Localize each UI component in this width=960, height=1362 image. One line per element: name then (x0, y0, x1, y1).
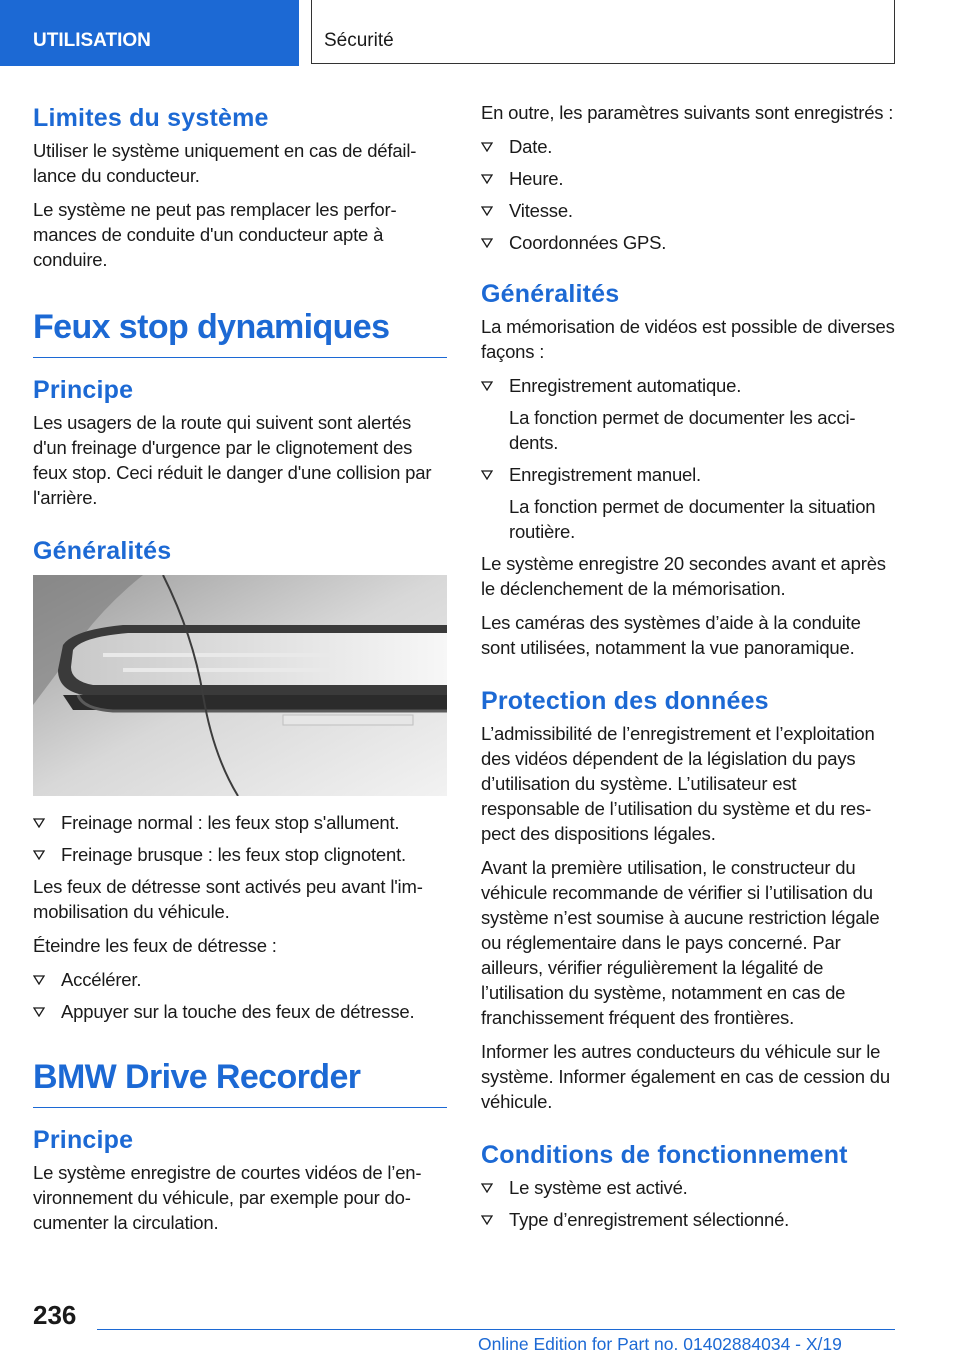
limits-heading: Limites du système (33, 104, 269, 132)
list-item: Appuyer sur la touche des feux de détresse. (33, 999, 447, 1024)
triangle-bullet-icon (33, 999, 47, 1024)
list-item: Freinage brusque : les feux stop clignotent. (33, 842, 447, 867)
turnoff-list (33, 967, 447, 1024)
list-item: Type d’enregistrement sélectionné. (481, 1207, 897, 1232)
tail-light-photo (33, 575, 447, 796)
conditions-list (481, 1175, 897, 1232)
params-list (481, 134, 897, 255)
drive-recorder-heading: BMW Drive Recorder (33, 1055, 447, 1108)
limits-paragraph-2: Le système ne peut pas remplacer les performances de conduite d'un conducteur apte à conduire. (33, 199, 397, 270)
recorder-principe-heading: Principe (33, 1126, 134, 1154)
triangle-bullet-icon (481, 373, 495, 398)
generalites-heading: Généralités (33, 537, 172, 565)
right-generalites-heading: Généralités (481, 280, 620, 308)
list-item: Le système est activé. (481, 1175, 897, 1200)
page-number: 236 (33, 1300, 77, 1330)
list-item: Freinage normal : les feux stop s'allument. (33, 810, 447, 835)
brake-list (33, 810, 447, 867)
list-item: Date. (481, 134, 897, 159)
privacy-paragraph-2: Avant la première utilisation, le constructeur du véhicule recommande de vérifier si l’utilisation du système n’est soumise à aucune restriction légale ou réglementaire dans le pays concerné. Par ailleurs, vérifier régulièrement la légalité de l’utilisation du système, notamment en cas de franchissement fréquent des frontières. (481, 857, 880, 1028)
triangle-bullet-icon (33, 842, 47, 867)
triangle-bullet-icon (481, 1175, 495, 1200)
triangle-bullet-icon (33, 810, 47, 835)
limits-paragraph-1: Utiliser le système uniquement en cas de défaillance du conducteur. (33, 140, 417, 186)
right-column (481, 100, 897, 1239)
triangle-bullet-icon (481, 462, 495, 487)
section-tab (0, 0, 299, 66)
right-generalites-paragraph: La mémorisation de vidéos est possible de diverses façons : (481, 316, 895, 362)
modes-list (481, 373, 897, 544)
edition-footer: Online Edition for Part no. 01402884034 - X/19 (478, 1334, 842, 1354)
left-column (33, 100, 447, 1244)
triangle-bullet-icon (481, 166, 495, 191)
privacy-paragraph-1: L’admissibilité de l’enregistrement et l’exploitation des vidéos dépendent de la législation du pays d’utilisation du système. L’utilisateur est responsable de l’utilisation du système et du respect des dispositions légales. (481, 723, 875, 844)
privacy-paragraph-3: Informer les autres conducteurs du véhicule sur le système. Informer également en cas de cession du véhicule. (481, 1041, 890, 1112)
triangle-bullet-icon (481, 1207, 495, 1232)
intro-paragraph: En outre, les paramètres suivants sont enregistrés : (481, 102, 894, 123)
principe-heading: Principe (33, 376, 134, 404)
feux-stop-heading: Feux stop dynamiques (33, 305, 447, 358)
chapter-tab (311, 0, 895, 64)
triangle-bullet-icon (481, 198, 495, 223)
list-item: Heure. (481, 166, 897, 191)
page-header (0, 0, 960, 66)
hazard-paragraph: Les feux de détresse sont activés peu avant l'immobilisation du véhicule. (33, 876, 423, 922)
conditions-heading: Conditions de fonctionnement (481, 1141, 848, 1169)
turnoff-paragraph: Éteindre les feux de détresse : (33, 935, 277, 956)
recorder-principe-paragraph: Le système enregistre de courtes vidéos de l’environnement du véhicule, par exemple pour documenter la circulation. (33, 1162, 422, 1233)
section-label: UTILISATION (33, 30, 151, 51)
footer-divider (97, 1329, 895, 1330)
triangle-bullet-icon (481, 134, 495, 159)
triangle-bullet-icon (481, 230, 495, 255)
record-paragraph: Le système enregistre 20 secondes avant et après le déclenchement de la mémorisation. (481, 553, 886, 599)
chapter-label: Sécurité (324, 30, 394, 51)
list-item: Accélérer. (33, 967, 447, 992)
list-item: Coordonnées GPS. (481, 230, 897, 255)
list-item: Enregistrement manuel. La fonction permet de documenter la situation routière. (481, 462, 897, 544)
list-item: Enregistrement automatique. La fonction permet de documenter les accidents. (481, 373, 897, 455)
triangle-bullet-icon (33, 967, 47, 992)
privacy-heading: Protection des données (481, 687, 769, 715)
list-item: Vitesse. (481, 198, 897, 223)
cameras-paragraph: Les caméras des systèmes d’aide à la conduite sont utilisées, notamment la vue panoramique. (481, 612, 861, 658)
principe-paragraph: Les usagers de la route qui suivent sont alertés d'un freinage d'urgence par le clignotement des feux stop. Ceci réduit le danger d'une collision par l'arrière. (33, 412, 432, 508)
